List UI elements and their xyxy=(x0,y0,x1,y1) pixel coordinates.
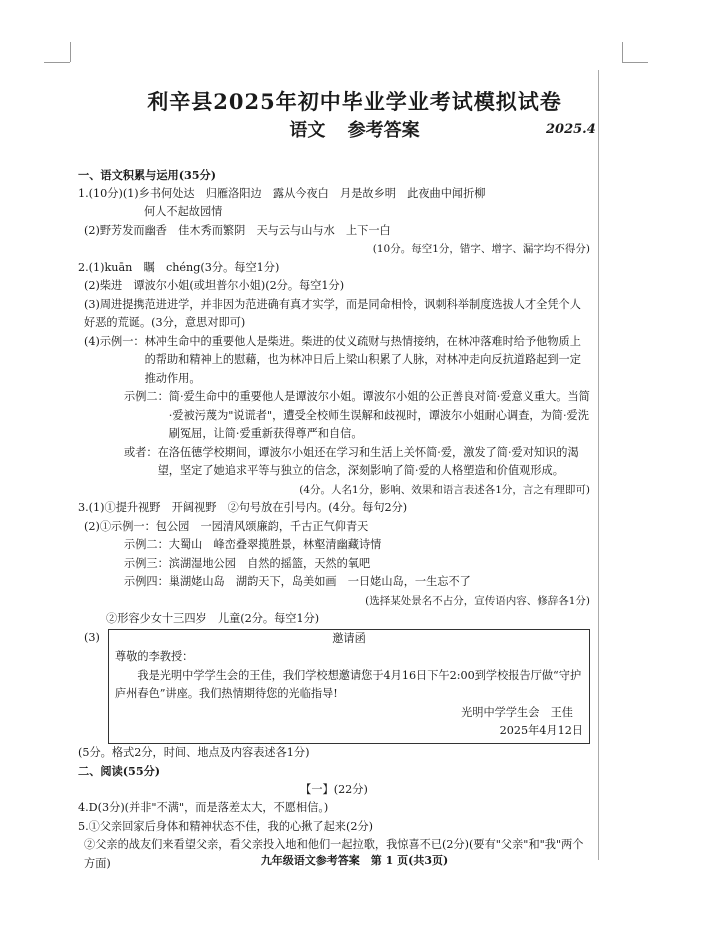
example-label: 示例二： xyxy=(124,390,169,403)
q2-part-4-example-3 xyxy=(78,444,590,481)
q2-part-3: (3)周进提携范进进学，并非因为范进确有真才实学，而是同命相怜，讽刺科举制度选拔人才全凭个人好恶的荒诞。(3分，意思对即可) xyxy=(84,297,581,329)
q5-part-1: 5.①父亲回家后身体和精神状态不佳，我的心揪了起来(2分) xyxy=(78,819,374,833)
exam-date: 2025.4 xyxy=(546,122,596,137)
invitation-letter xyxy=(108,629,590,744)
subject-label: 语文 xyxy=(289,120,326,141)
crop-mark-left-vertical xyxy=(70,42,71,62)
invitation-body: 我是光明中学学生会的王佳，我们学校想邀请您于4月16日下午2:00到学校报告厅做“守护庐州春色”讲座。我们热情期待您的光临指导! xyxy=(115,668,582,700)
crop-mark-right-horizontal xyxy=(622,62,648,63)
q1-line-2: 何人不起故园情 xyxy=(144,205,223,218)
q3-part-1: 3.(1)①提升视野 开阔视野 ②句号放在引号内。(4分。每句2分) xyxy=(78,501,408,514)
page-footer: 九年级语文参考答案 第 1 页(共3页) xyxy=(260,854,449,867)
q5-part-2: ②父亲的战友们来看望父亲，看父亲投入地和他们一起拉歌，我惊喜不已(2分)(要有"父亲"和"我"两个方面) xyxy=(84,838,584,870)
q3-part-2-example-1: (2)①示例一：包公园 一园清风颂廉韵，千古正气仰青天 xyxy=(84,519,369,533)
q3-part-3 xyxy=(78,629,590,744)
section-heading-2: 二、阅读(55分) xyxy=(78,764,161,778)
answer-label: 参考答案 xyxy=(347,120,420,141)
q2-score-note: (4分。人名1分，影响、效果和语言表述各1分，言之有理即可) xyxy=(299,483,590,496)
q2-part-1: 2.(1)kuān 瞩 chéng(3分。每空1分) xyxy=(78,260,280,274)
q3-part-2-example-4: 示例四：巢湖姥山岛 湖韵天下，岛美如画 一日姥山岛，一生忘不了 xyxy=(124,575,471,588)
q1-part-2: (2)野芳发而幽香 佳木秀而繁阴 天与云与山与水 上下一白 xyxy=(84,223,391,237)
q1-score-note: (10分。每空1分，错字、增字、漏字均不得分) xyxy=(372,243,590,255)
example-text: 简·爱生命中的重要他人是谭波尔小姐。谭波尔小姐的公正善良对简·爱意义重大。当简·爱被污蔑为"说谎者"，遭受全校师生误解和歧视时，谭波尔小姐耐心调查，为简·爱洗刷冤屈，让简·爱重新获得尊严和自信。 xyxy=(168,390,590,440)
margin-rule xyxy=(598,70,599,860)
q3-part-2-second: ②形容少女十三四岁 儿童(2分。每空1分) xyxy=(106,612,320,625)
q3-part-3-number: (3) xyxy=(84,630,100,644)
q1-line-1: 1.(10分)(1)乡书何处达 归雁洛阳边 露从今夜白 月是故乡明 此夜曲中闻折柳 xyxy=(78,186,486,200)
page-subtitle xyxy=(0,116,709,142)
crop-mark-left-horizontal xyxy=(44,62,70,63)
q3-part-2-example-2: 示例二：大蜀山 峰峦叠翠揽胜景，林壑清幽藏诗情 xyxy=(124,538,382,551)
invitation-signature: 光明中学学生会 王佳 xyxy=(461,705,573,719)
reading-part-heading: 【一】(22分) xyxy=(300,782,368,796)
q3-part-2-example-3: 示例三：滨湖湿地公园 自然的摇篮，天然的氧吧 xyxy=(124,556,371,570)
invitation-date: 2025年4月12日 xyxy=(499,724,583,737)
example-text: 林冲生命中的重要他人是柴进。柴进的仗义疏财与热情接纳，在林冲落难时给予他物质上的帮助和精神上的慰藉，也为林冲日后上梁山积累了人脉，对林冲走向反抗道路起到一定推动作用。 xyxy=(144,334,581,385)
page-title: 利辛县2025年初中毕业学业考试模拟试卷 xyxy=(147,89,562,114)
q3-score-note: (选择某处景名不占分，宣传语内容、修辞各1分) xyxy=(365,594,590,607)
q2-part-4-example-1 xyxy=(78,333,590,389)
example-label: (4)示例一： xyxy=(84,334,145,348)
invitation-title: 邀请函 xyxy=(332,631,366,645)
section-heading-1: 一、语文积累与运用(35分) xyxy=(78,168,217,182)
example-text: 在洛伍德学校期间，谭波尔小姐还在学习和生活上关怀简·爱，激发了简·爱对知识的渴望，坚定了她追求平等与独立的信念，深刻影响了简·爱的人格塑造和价值观形成。 xyxy=(157,445,579,477)
invitation-greeting: 尊敬的李教授： xyxy=(115,650,194,663)
q2-part-2: (2)柴进 谭波尔小姐(或坦普尔小姐)(2分。每空1分) xyxy=(84,279,345,292)
q2-part-4-example-2 xyxy=(78,388,590,444)
q3-part-3-score: (5分。格式2分，时间、地点及内容表述各1分) xyxy=(78,745,310,759)
answer-content xyxy=(78,166,590,873)
q4-answer: 4.D(3分)(并非"不满"，而是落差太大，不愿相信。) xyxy=(78,801,329,814)
example-label: 或者： xyxy=(124,445,158,459)
crop-mark-right-vertical xyxy=(622,42,623,62)
